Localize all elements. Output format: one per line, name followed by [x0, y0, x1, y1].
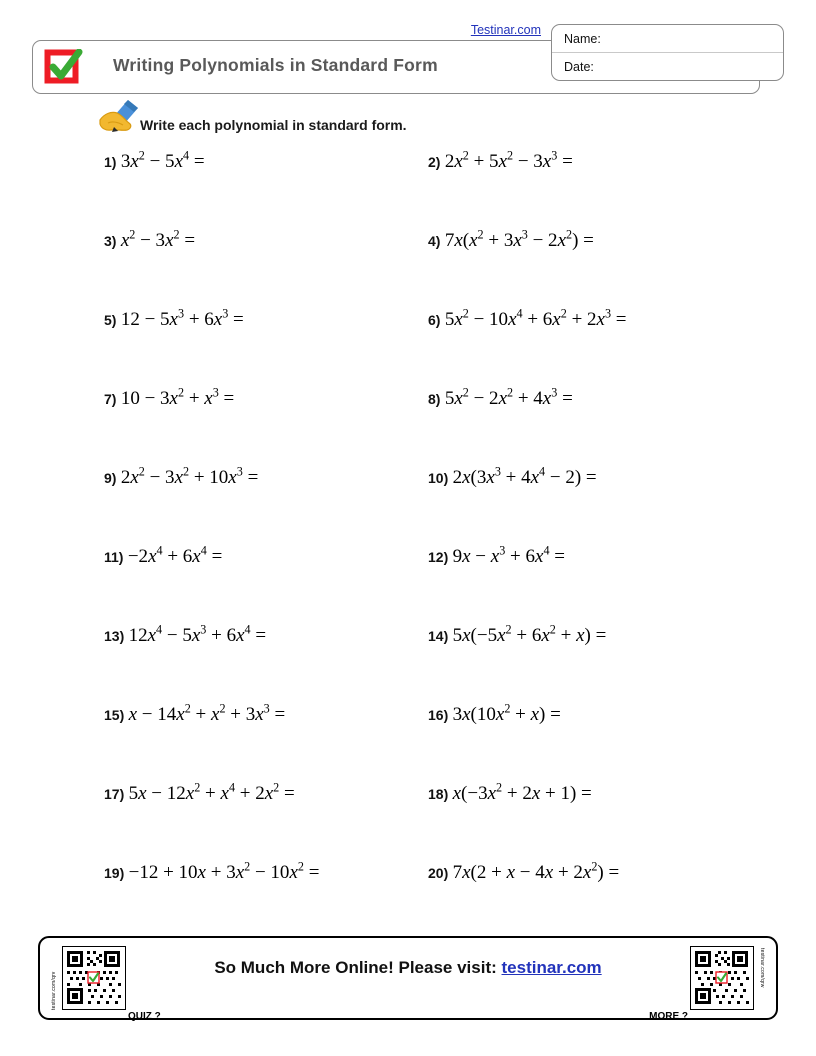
problem-expression: $12x^4 - 5x^3 + 6x^4$ = [128, 622, 267, 646]
problem-expression: $10 - 3x^2 + x^3$ = [120, 385, 235, 409]
problem-item-3 [104, 227, 196, 251]
problem-number: 14) [428, 628, 449, 644]
problem-expression: $x^2 - 3x^2$ = [120, 227, 196, 251]
problem-number: 17) [104, 786, 125, 802]
problem-item-20 [428, 859, 620, 883]
name-field-row[interactable] [552, 25, 783, 53]
problem-item-15 [104, 701, 286, 725]
problem-expression: $x(-3x^2 + 2x + 1)$ = [452, 780, 592, 804]
problem-expression: $7x(2 + x - 4x + 2x^2)$ = [452, 859, 620, 883]
problem-number: 19) [104, 865, 125, 881]
problem-number: 7) [104, 391, 117, 407]
problem-expression: $5x^2 - 10x^4 + 6x^2 + 2x^3$ = [444, 306, 627, 330]
problem-number: 12) [428, 549, 449, 565]
instruction-text: Write each polynomial in standard form. [140, 117, 407, 133]
problem-number: 13) [104, 628, 125, 644]
footer-url-link[interactable]: testinar.com [501, 958, 602, 977]
date-field-row[interactable] [552, 53, 783, 81]
quiz-qr-caption: QUIZ ? [128, 1011, 161, 1022]
problem-row [0, 859, 816, 942]
problem-item-7 [104, 385, 235, 409]
problem-number: 8) [428, 391, 441, 407]
problem-item-8 [428, 385, 573, 409]
problem-row [0, 780, 816, 863]
problem-item-5 [104, 306, 244, 330]
problem-expression: $3x(10x^2 + x)$ = [452, 701, 561, 725]
problem-number: 6) [428, 312, 441, 328]
problem-row [0, 385, 816, 468]
problem-row [0, 227, 816, 310]
worksheet-header [32, 24, 784, 96]
problem-item-19 [104, 859, 320, 883]
problem-item-1 [104, 148, 205, 172]
problem-item-17 [104, 780, 295, 804]
problem-expression: $7x(x^2 + 3x^3 - 2x^2)$ = [444, 227, 594, 251]
problem-item-4 [428, 227, 594, 251]
problem-expression: $9x - x^3 + 6x^4$ = [452, 543, 565, 567]
date-label: Date: [564, 60, 594, 74]
problem-row [0, 306, 816, 389]
problem-number: 5) [104, 312, 117, 328]
problem-row [0, 543, 816, 626]
problem-number: 3) [104, 233, 117, 249]
problem-expression: $5x - 12x^2 + x^4 + 2x^2$ = [128, 780, 295, 804]
problem-item-10 [428, 464, 597, 488]
problem-number: 15) [104, 707, 125, 723]
problem-item-2 [428, 148, 573, 172]
name-date-box [551, 24, 784, 81]
qr-code-icon[interactable] [62, 946, 126, 1010]
quiz-qr-side-label: testinar.com/qrv [51, 971, 57, 1010]
footer-banner [38, 936, 778, 1020]
problem-number: 18) [428, 786, 449, 802]
more-qr-block[interactable] [649, 946, 768, 1022]
problem-expression: $2x^2 - 3x^2 + 10x^3$ = [120, 464, 259, 488]
problem-number: 4) [428, 233, 441, 249]
problem-list [0, 148, 816, 942]
problem-expression: $12 - 5x^3 + 6x^3$ = [120, 306, 244, 330]
more-qr-side-label: testinar.com/qrw [759, 948, 765, 988]
problem-item-11 [104, 543, 223, 567]
site-link[interactable]: Testinar.com [470, 23, 541, 37]
problem-expression: $2x(3x^3 + 4x^4 - 2)$ = [452, 464, 597, 488]
problem-item-12 [428, 543, 565, 567]
problem-expression: $5x(-5x^2 + 6x^2 + x)$ = [452, 622, 607, 646]
problem-item-9 [104, 464, 259, 488]
problem-item-18 [428, 780, 592, 804]
problem-expression: $x - 14x^2 + x^2 + 3x^3$ = [128, 701, 286, 725]
problem-expression: $-2x^4 + 6x^4$ = [127, 543, 223, 567]
problem-number: 10) [428, 470, 449, 486]
quiz-qr-block[interactable] [48, 946, 161, 1022]
problem-row [0, 622, 816, 705]
problem-number: 9) [104, 470, 117, 486]
problem-row [0, 148, 816, 231]
problem-item-13 [104, 622, 267, 646]
problem-number: 20) [428, 865, 449, 881]
problem-expression: $5x^2 - 2x^2 + 4x^3$ = [444, 385, 573, 409]
problem-expression: $-12 + 10x + 3x^2 - 10x^2$ = [128, 859, 320, 883]
hand-writing-pencil-icon [98, 98, 144, 136]
problem-row [0, 701, 816, 784]
problem-number: 11) [104, 549, 124, 565]
footer-message-text: So Much More Online! Please visit: [214, 958, 497, 977]
problem-item-14 [428, 622, 607, 646]
problem-number: 1) [104, 154, 117, 170]
checkbox-check-icon [44, 49, 84, 87]
more-qr-caption: MORE ? [649, 1011, 688, 1022]
problem-expression: $3x^2 - 5x^4$ = [120, 148, 205, 172]
qr-code-icon[interactable] [690, 946, 754, 1010]
problem-number: 2) [428, 154, 441, 170]
problem-item-6 [428, 306, 627, 330]
problem-expression: $2x^2 + 5x^2 - 3x^3$ = [444, 148, 573, 172]
problem-number: 16) [428, 707, 449, 723]
name-label: Name: [564, 32, 601, 46]
problem-row [0, 464, 816, 547]
page-title: Writing Polynomials in Standard Form [113, 55, 438, 75]
problem-item-16 [428, 701, 561, 725]
footer-message [40, 958, 776, 978]
